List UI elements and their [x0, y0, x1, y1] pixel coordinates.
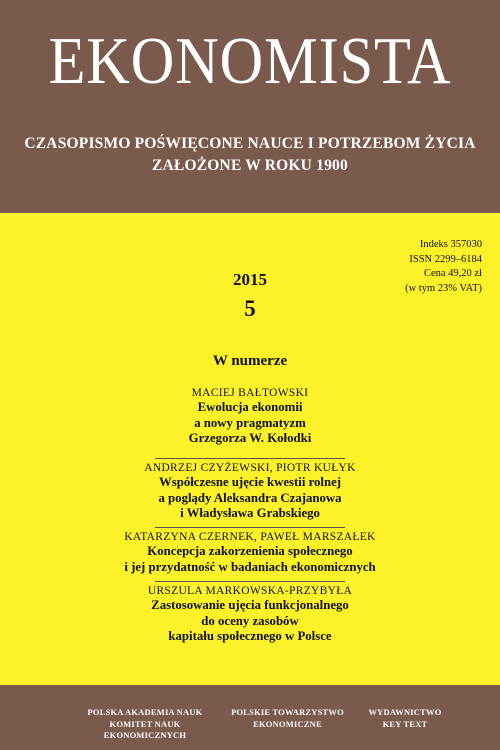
index-number: Indeks 357030 [419, 239, 482, 250]
price: Cena 49,20 zł [423, 268, 482, 279]
issue-number: 5 [244, 296, 256, 321]
article-authors: MACIEJ BAŁTOWSKI [191, 387, 309, 399]
issue-year: 2015 [233, 270, 267, 289]
journal-subtitle: CZASOPISMO POŚWIĘCONE NAUCE I POTRZEBOM ŻYCIA [24, 135, 476, 152]
publisher-name: EKONOMICZNE [253, 718, 322, 729]
article-authors: KATARZYNA CZERNEK, PAWEŁ MARSZAŁEK [124, 531, 376, 543]
vat-note: (w tym 23% VAT) [405, 282, 482, 294]
article-entry [0, 386, 500, 447]
article-title-line: i jej przydatność w badaniach ekonomicznych [124, 559, 376, 574]
publisher-name: POLSKA AKADEMIA NAUK [87, 707, 203, 717]
article-title-line: Zastosowanie ujęcia funkcjonalnego [151, 598, 349, 612]
article-authors: URSZULA MARKOWSKA-PRZYBYŁA [147, 585, 353, 597]
contents-heading: W numerze [212, 353, 288, 369]
publisher-name: KOMITET NAUK EKONOMICZNYCH [103, 718, 187, 740]
article-title-line: kapitału społecznego w Polsce [168, 629, 332, 643]
article-title-line: Koncepcja zakorzenienia społecznego [147, 544, 353, 558]
article-title-line: i Władysława Grabskiego [180, 506, 320, 520]
article-divider [155, 458, 345, 459]
article-title-line: Ewolucja ekonomii [197, 400, 303, 414]
article-divider [155, 527, 345, 528]
article-title-line: a nowy pragmatyzm [194, 415, 306, 430]
publisher-pan [70, 707, 220, 742]
article-title-line: Współczesne ujęcie kwestii rolnej [158, 475, 342, 489]
article-entry [0, 461, 500, 522]
article-authors: ANDRZEJ CZYŻEWSKI, PIOTR KUŁYK [144, 462, 356, 474]
article-entry [0, 584, 500, 645]
article-title-line: a poglądy Aleksandra Czajanowa [158, 490, 342, 505]
article-divider [155, 581, 345, 582]
publisher-pte [225, 707, 350, 730]
publisher-name: KEY TEXT [382, 718, 428, 729]
publisher-name: POLSKIE TOWARZYSTWO [231, 707, 344, 717]
article-entry [0, 530, 500, 575]
article-title-line: Grzegorza W. Kołodki [188, 431, 312, 445]
issn: ISSN 2299–6184 [409, 253, 482, 265]
journal-founded-line: ZAŁOŻONE W ROKU 1900 [152, 157, 348, 174]
publisher-name: WYDAWNICTWO [368, 707, 442, 717]
publisher-key-text [360, 707, 450, 730]
article-title-line: do oceny zasobów [201, 613, 299, 628]
journal-title: EKONOMISTA [48, 24, 452, 98]
